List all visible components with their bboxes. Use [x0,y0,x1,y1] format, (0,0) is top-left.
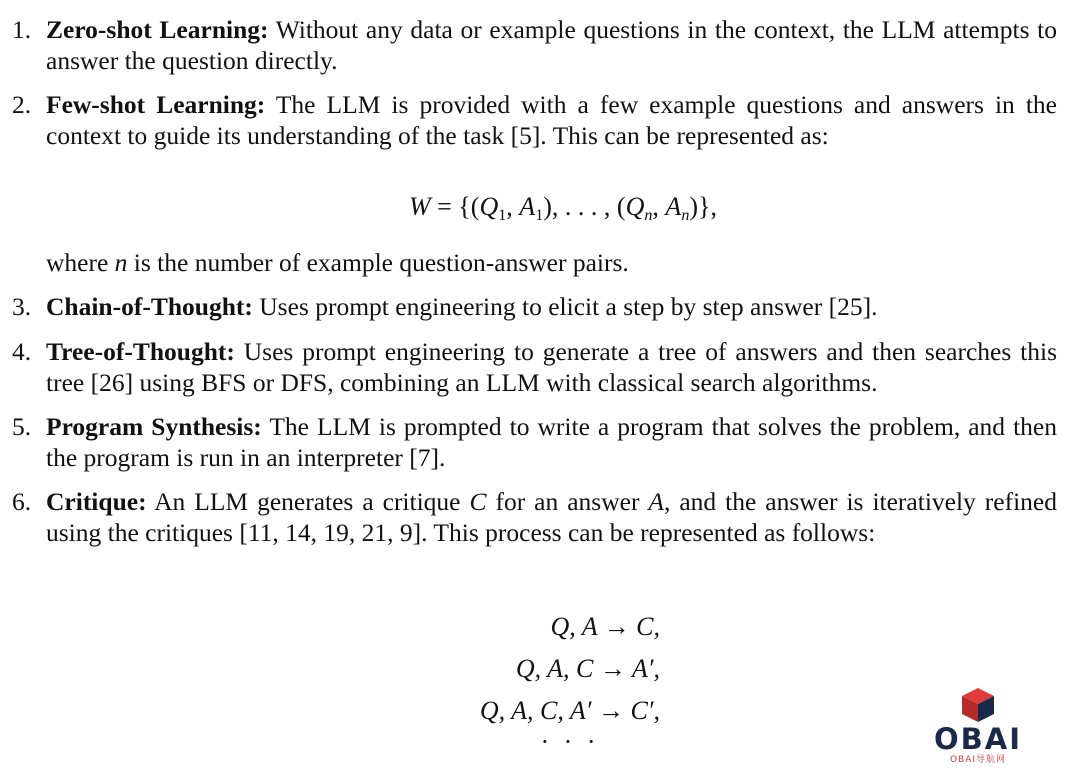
item-number: 4. [12,337,32,366]
item-text: Uses prompt engineering to elicit a step by step answer [25]. [252,292,878,321]
item-number: 1. [12,15,32,44]
list-item-3 [12,291,1057,322]
item-text: Uses prompt engineering to generate a tree of answers and then searches this tree [26] using BFS or DFS, combining an LLM with classical search algorithms. [46,337,1057,397]
logo-text: OBAI [934,722,1022,756]
item-text: The LLM is provided with a few example questions and answers in the context to guide its understanding of the task [5]. This can be represented as: [46,90,1057,150]
logo-subtext: OBAI导航网 [949,755,1007,765]
item-text: Without any data or example questions in the context, the LLM attempts to answer the question directly. [46,15,1057,75]
item-term: Critique: [46,487,147,516]
equation-line: Q, A, C, A′ → C′, [479,696,660,725]
list-item-6: 6. Critique: An LLM generates a critique C for an answer A, and the answer is iteratively refined using the critiques [11, 14, 19, 21, 9]. This process can be represented as follows: [12,487,1057,547]
equation-ellipsis: · · · [540,727,600,756]
item-term: Few-shot Learning: [46,90,266,119]
item-term: Zero-shot Learning: [46,15,269,44]
item-text: The LLM is prompted to write a program that solves the problem, and then the program is run in an interpreter [7]. [46,412,1057,472]
item-term: Chain-of-Thought: [46,292,253,321]
list-item-5 [12,411,1057,473]
item-number: 2. [12,90,32,119]
item-number: 5. [12,412,32,441]
item-term: Tree-of-Thought: [46,337,235,366]
equation-few-shot: $W = \{(Q_1$, $A_1$), . . . , ($Q_n$, $A_n$)}, [408,192,718,224]
equation-line: Q, A, C → A′, [515,654,660,683]
item-number: 6. [12,487,32,516]
item-number: 3. [12,292,32,321]
watermark-logo [928,686,1028,766]
equation-line: Q, A → C, [550,612,660,641]
list-item-4 [12,336,1057,398]
continuation-text: where n is the number of example question-answer pairs. [46,248,629,277]
list-item-1 [12,14,1057,76]
cube-icon [928,686,1028,726]
item-term: Program Synthesis: [46,412,262,441]
list-item-2 [12,89,1057,151]
critique-equations [400,606,660,756]
